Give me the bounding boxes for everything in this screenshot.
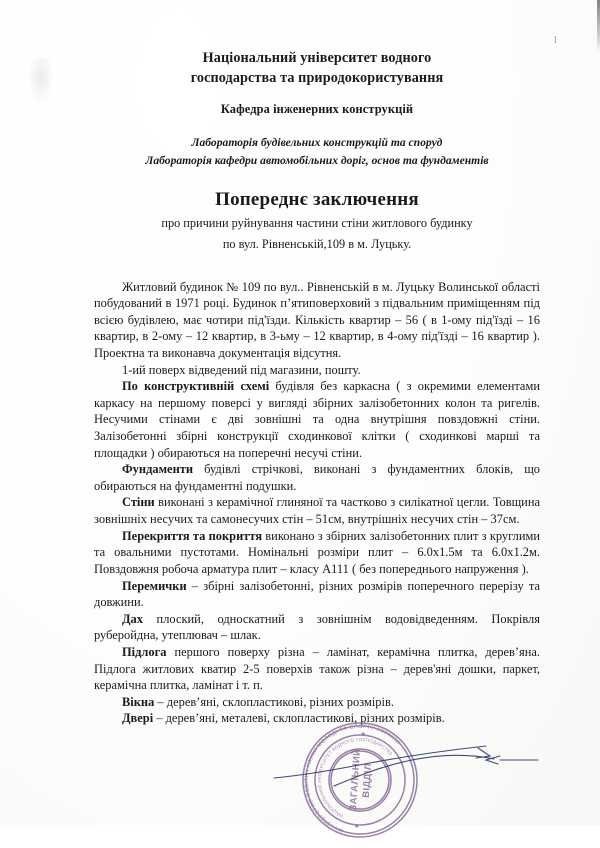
label-structural-scheme: По конструктивній схемі [122,379,270,394]
document-title: Попереднє заключення [215,189,419,211]
official-seal-stamp [292,712,429,848]
text-walls: виконані з керамічної глиняної та частково з силікатної цегли. Товщина зовнішніх несучих та самонесучих стін – 51см, внутрішніх несучих стін – 37см. [94,495,540,527]
scan-blotch-artifact [28,58,54,104]
organization-title-line2: господарства та природокористування [190,70,444,87]
laboratory-line-2: Лабораторія кафедри автомобільних доріг, основ та фундаментів [145,153,489,167]
paragraph-first-floor: 1-ий поверх відведений під магазини, пошту. [122,362,361,377]
document-content [94,48,540,727]
paragraph-walls [94,494,540,527]
label-windows: Вікна [122,694,155,709]
label-flooring: Підлога [122,644,167,659]
laboratory-line-1: Лабораторія будівельних конструкцій та споруд [191,136,443,150]
text-doors: – дерев’яні, металеві, склопластикові, різних розмірів. [153,711,445,726]
label-doors: Двері [122,711,154,726]
paragraph-flooring [94,644,540,694]
department-title: Кафедра інженерних конструкцій [220,102,414,117]
label-foundations: Фундаменти [122,462,194,477]
document-subtitle-line2: по вул. Рівненській,109 в м. Луцьку. [222,236,412,251]
paragraph-structural-scheme [94,378,540,461]
paragraph-roof [94,611,540,644]
signature-mark [272,742,540,802]
paragraph-foundations [94,461,540,494]
seal-inner-ring-text: НАЦІОНАЛЬНИЙ УНІВЕРСИТЕТ ВОДНОГО ГОСПОДАРСТВА [316,736,394,819]
seal-center-line-1: ЗАГАЛЬНИЙ [347,748,364,812]
paragraph-doors [94,710,540,727]
text-windows: – дерев’яні, склопластикові, різних розмірів. [154,694,394,709]
label-lintels: Перемички [122,578,187,593]
document-subtitle-line1: про причини руйнування частини стіни житлового будинку [161,216,473,231]
text-flooring: першого поверху різна – ламінат, керамічна плитка, дерев’яна. Підлога житлових кватир 2-5 поверхів також різна – дерев'яні дошки, паркет, керамічна плитка, ламінат і т. п. [94,644,540,693]
svg-text:МІНІСТЕРСТВО ОСВІТИ І НАУКИ МО [300,720,402,837]
text-structural-scheme: будівля без каркасна ( з окремими елементами каркасу на першому поверсі у вигляді збірних залізобетонних колон та ригелів. Несучими стінами є дві зовнішні та одна внутрішня повздовжні стіни. Залізобетонні збірні конструкції сходинкової клітки ( сходинкові марші та площадки ) обираються на поперечні несучі стіни. [94,379,540,460]
laboratory-block [94,134,540,169]
paragraph-building-description: Житловий будинок № 109 по вул.. Рівненській в м. Луцьку Волинської області побудований в 1971 році. Будинок п’ятиповерховий з підвальним приміщенням під всією будівлею, має чотири під'їзди. Кількість квартир – 56 ( в 1-ому під'їзді – 16 квартир, в 2-ому – 12 квартир, в 3-ьму – 12 квартир, в 4-ому під'їзді – 16 квартир ). Проектна та виконавча документація відсутня. [94,279,540,360]
label-floors-slabs: Перекриття та покриття [122,528,263,543]
text-floors-slabs: виконано з збірних залізобетонних плит з круглими та овальними пустотами. Номінальні розміри плит – 6.0х1.5м та 6.0х1.2м. Повздовжня робоча арматура плит – класу А111 ( без попереднього напруження ). [94,528,540,576]
paragraph-floors-slabs [94,528,540,578]
seal-outer-ring-text: МІНІСТЕРСТВО ОСВІТИ І НАУКИ МОЛОДІ ТА СПОРТУ УКРАЇНИ [303,723,402,834]
paragraph-lintels [94,578,540,611]
text-roof: плоский, односкатний з зовнішнім водовідведенням. Покрівля руберойдна, утеплювач – шлак. [94,611,540,643]
document-body [94,279,540,727]
paragraph-windows [94,694,540,711]
label-roof: Дах [122,611,143,626]
organization-title-line1: Національний університет водного [202,50,432,66]
svg-text:НАЦІОНАЛЬНИЙ УНІВЕРСИТЕТ ВОДНО [314,734,394,822]
text-foundations: будівлі стрічкові, виконані з фундаментних блоків, що обираються на фундаментні подушки. [94,462,540,493]
text-lintels: – збірні залізобетонні, різних розмірів поперечного перерізу та довжини. [94,578,540,610]
organization-title [94,48,540,88]
label-walls: Стіни [122,495,155,510]
seal-center-line-2: ВІДДІЛ [360,762,375,799]
page-number: 1 [552,34,558,46]
